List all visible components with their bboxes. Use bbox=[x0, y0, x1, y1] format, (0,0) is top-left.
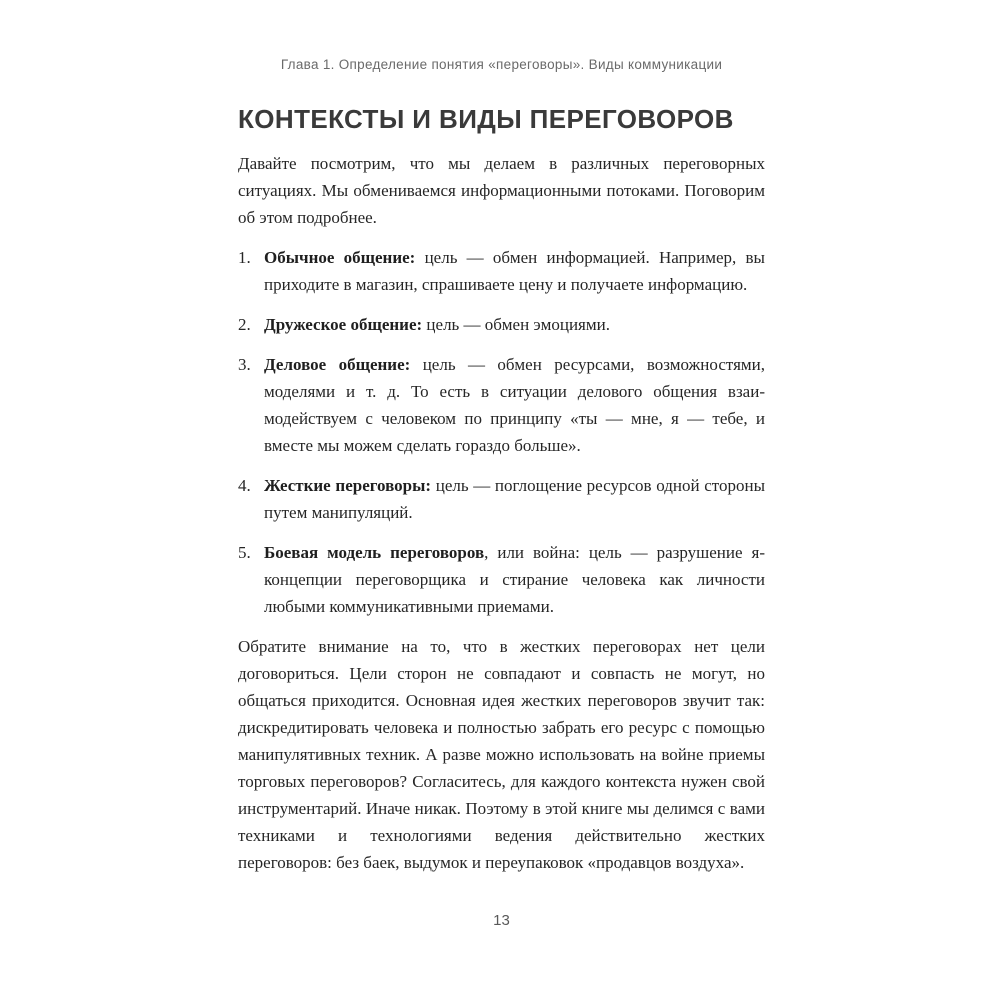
list-item-lead: Деловое общение: bbox=[264, 355, 411, 374]
list-item-text bbox=[264, 351, 765, 459]
list-item-rest: , или война: цель — разрушение я-концепции переговорщика и стирание человека как личности любыми коммуникативными приемами. bbox=[264, 543, 765, 616]
list-item-lead: Жесткие переговоры: bbox=[264, 476, 432, 495]
list-item-number: 3. bbox=[238, 355, 251, 374]
list-item-lead: Обычное общение: bbox=[264, 248, 416, 267]
list-item-number: 2. bbox=[238, 315, 251, 334]
list-item-rest: цель — обмен информацией. Например, вы приходите в магазин, спрашиваете цену и получаете информацию. bbox=[264, 248, 765, 294]
list-item bbox=[238, 351, 765, 459]
list-item-text bbox=[264, 311, 765, 338]
list-item-number: 5. bbox=[238, 543, 251, 562]
list-item-lead: Дружеское общение: bbox=[264, 315, 423, 334]
text-column bbox=[238, 0, 765, 876]
intro-paragraph: Давайте посмотрим, что мы делаем в различных переговорных ситуациях. Мы обмениваемся информационными потоками. Поговорим об этом подробнее. bbox=[238, 154, 765, 227]
list-item-rest: цель — обмен эмоциями. bbox=[422, 315, 610, 334]
list-item-lead: Боевая модель переговоров bbox=[264, 543, 485, 562]
running-head: Глава 1. Определение понятия «переговоры». Виды коммуникации bbox=[280, 57, 723, 72]
list-item-text bbox=[264, 472, 765, 526]
list-item-number: 1. bbox=[238, 248, 251, 267]
list-item-text bbox=[264, 244, 765, 298]
page-number: 13 bbox=[493, 912, 510, 929]
page-title: КОНТЕКСТЫ И ВИДЫ ПЕРЕГОВОРОВ bbox=[238, 104, 734, 134]
list-item bbox=[238, 539, 765, 620]
list-item bbox=[238, 311, 765, 338]
communication-types-list bbox=[238, 244, 765, 620]
list-item-text bbox=[264, 539, 765, 620]
list-item-number: 4. bbox=[238, 476, 251, 495]
list-item bbox=[238, 472, 765, 526]
outro-paragraph: Обратите внимание на то, что в жестких переговорах нет цели договориться. Цели сторон не совпадают и совпасть не могут, но общаться приходится. Основная идея жестких переговоров звучит так: дискредитировать человека и полностью забрать его ресурс с помощью манипулятивных техник. А разве можно использовать на войне приемы торговых переговоров? Согласитесь, для каждого контекста нужен свой инструментарий. Иначе никак. Поэтому в этой книге мы делимся с вами техниками и технологиями ведения действительно жестких переговоров: без баек, выдумок и переупаковок «продавцов воздуха». bbox=[238, 637, 765, 872]
list-item bbox=[238, 244, 765, 298]
list-item-rest: цель — обмен ресурсами, возможностями, моделями и т. д. То есть в ситуации делового общения взаимодействуем с человеком по принципу «ты — мне, я — тебе, и вместе мы можем сделать гораздо больше». bbox=[264, 355, 765, 455]
list-item-rest: цель — поглощение ресурсов одной стороны путем манипуляций. bbox=[264, 476, 765, 522]
